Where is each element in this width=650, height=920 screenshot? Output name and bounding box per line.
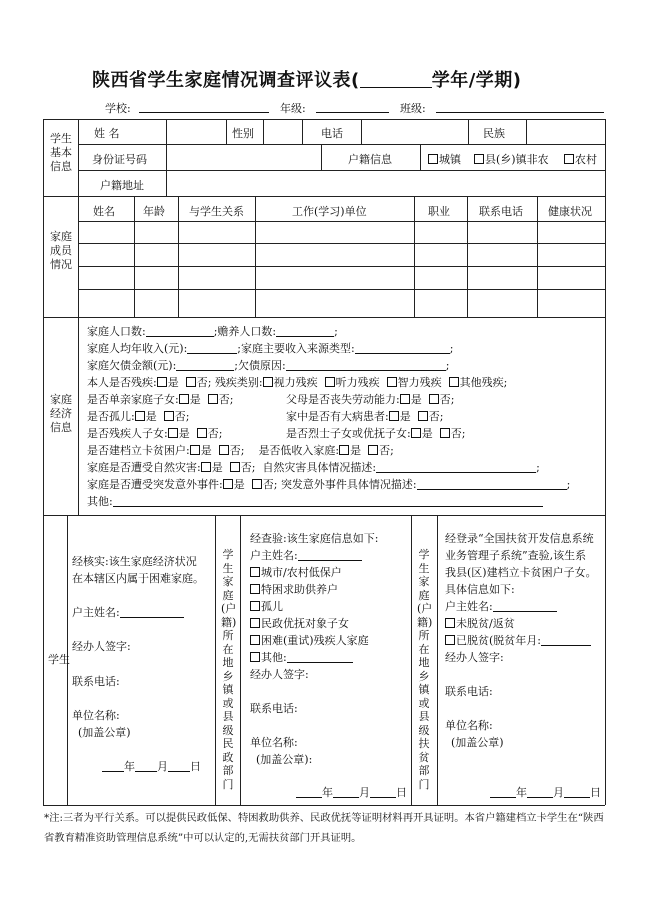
econ-line-10: 家庭是否遭受突发意外事件: 是 否; 突发意外事件具体情况描述: ; — [87, 478, 571, 491]
grid-line — [78, 170, 605, 171]
col2-opt5[interactable]: 困难(重试)残疾人家庭 — [250, 632, 369, 648]
grid-line — [226, 119, 227, 144]
grid-line — [468, 119, 469, 144]
econ-line-11: 其他: — [87, 493, 543, 509]
checkbox-icon — [445, 618, 455, 628]
checkbox-icon[interactable] — [474, 154, 484, 164]
verify-section-label: 学生 — [48, 653, 70, 666]
col2-opt1[interactable]: 城市/农村低保户 — [250, 564, 342, 580]
grid-line — [302, 119, 303, 144]
footnote: *注:三者为平行关系。可以提供民政低保、特困救助供养、民政优抚等证明材料再开具证明。本省户籍建档立卡学生在“陕西省教育精准资助管理信息系统”中可以认定的,无需扶贫部门开具证明。 — [44, 812, 604, 844]
col3-text3: 我县(区)建档立卡贫困户子女。 — [445, 566, 597, 579]
grid-line — [78, 289, 605, 290]
col3-authority-label: 学生家庭(户籍)所在地乡镇或县级扶贫部门 — [417, 548, 433, 791]
title-suffix: 学年/学期) — [431, 70, 522, 91]
grid-line — [526, 119, 527, 144]
grid-line — [437, 515, 438, 805]
checkbox-icon[interactable] — [564, 154, 574, 164]
border-left — [43, 119, 44, 805]
grid-line — [361, 119, 362, 144]
checkbox-icon — [250, 635, 260, 645]
econ-line-6b: 家中是否有大病患者: 是 否; — [286, 410, 444, 423]
col1-sign: 经办人签字: — [72, 640, 131, 653]
phone-label: 电话 — [321, 127, 343, 140]
basic-section-label: 学生基本信息 — [50, 132, 72, 173]
ethnicity-label: 民族 — [483, 127, 505, 140]
econ-line-6: 是否孤儿: 是 否; — [87, 410, 190, 423]
grid-line — [166, 119, 167, 196]
option-county[interactable]: 县(乡)镇非农 — [474, 151, 549, 167]
gender-label: 性别 — [232, 127, 254, 140]
col-name: 姓名 — [93, 205, 115, 218]
econ-line-9: 家庭是否遭受自然灾害: 是 否; 自然灾害具体情况描述: ; — [87, 461, 540, 474]
checkbox-icon — [250, 618, 260, 628]
checkbox-icon — [250, 584, 260, 594]
hukou-label: 户籍信息 — [348, 153, 392, 166]
col2-text1: 经查验:该生家庭信息如下: — [250, 532, 379, 545]
col1-seal: (加盖公章) — [78, 726, 131, 739]
col2-opt2[interactable]: 特困求助供养户 — [250, 581, 338, 597]
grid-line — [134, 196, 135, 317]
grid-line — [215, 515, 216, 805]
col1-text2: 在本辖区内属于困难家庭。 — [72, 572, 204, 585]
econ-line-7b: 是否烈士子女或优抚子女: 是 否; — [286, 427, 466, 440]
border-right — [605, 119, 606, 805]
col3-text2: 业务管理子系统”查验,该生系 — [445, 549, 587, 562]
col3-opt1[interactable]: 未脱贫/返贫 — [445, 615, 515, 631]
col3-date: 年 月 日 — [490, 784, 601, 800]
economy-section-label: 家庭经济信息 — [50, 393, 72, 434]
class-label: 班级: — [400, 102, 426, 115]
col3-sign: 经办人签字: — [445, 651, 504, 664]
grid-line — [78, 221, 605, 222]
col3-text1: 经登录“全国扶贫开发信息系统 — [445, 532, 594, 545]
col3-opt2[interactable]: 已脱贫(脱贫年月: — [445, 632, 591, 648]
grid-line — [414, 196, 415, 317]
page-title — [92, 66, 522, 92]
school-label: 学校: — [105, 102, 131, 115]
col3-seal: (加盖公章) — [451, 736, 504, 749]
econ-line-1: 家庭人口数: ;赡养人口数: ; — [87, 325, 338, 338]
grid-line — [263, 119, 264, 144]
col1-text1: 经核实:该生家庭经济状况 — [72, 555, 197, 568]
grid-line — [255, 196, 256, 317]
checkbox-icon — [250, 601, 260, 611]
grid-line — [420, 144, 421, 170]
col1-date: 年 月 日 — [102, 758, 201, 774]
col2-opt6[interactable]: 其他: — [250, 649, 353, 665]
econ-line-8: 是否建档立卡贫困户: 是 否; 是否低收入家庭: 是 否; — [87, 444, 394, 457]
section-line — [43, 515, 605, 516]
col2-sign: 经办人签字: — [250, 668, 309, 681]
border-bottom — [43, 805, 605, 806]
col-occupation: 职业 — [428, 205, 450, 218]
grid-line — [467, 196, 468, 317]
col2-date: 年 月 日 — [296, 784, 407, 800]
section-line — [43, 196, 605, 197]
checkbox-icon — [250, 652, 260, 662]
id-label: 身份证号码 — [92, 153, 147, 166]
col-health: 健康状况 — [548, 205, 592, 218]
col3-owner: 户主姓名: — [445, 598, 557, 614]
econ-line-7: 是否残疾人子女: 是 否; — [87, 427, 223, 440]
col2-opt3[interactable]: 孤儿 — [250, 598, 283, 614]
col3-text4: 具体信息如下: — [445, 583, 515, 596]
col2-phone: 联系电话: — [250, 702, 298, 715]
col-age: 年龄 — [143, 205, 165, 218]
option-rural[interactable]: 农村 — [564, 151, 597, 167]
checkbox-icon — [250, 567, 260, 577]
col-workplace: 工作(学习)单位 — [292, 205, 367, 218]
address-label: 户籍地址 — [100, 179, 144, 192]
col2-unit: 单位名称: — [250, 736, 298, 749]
econ-line-5b: 父母是否丧失劳动能力: 是 否; — [286, 393, 455, 406]
col2-seal: (加盖公章): — [256, 753, 313, 766]
col2-authority-label: 学生家庭(户籍)所在地乡镇或县级民政部门 — [221, 548, 237, 791]
col3-unit: 单位名称: — [445, 719, 493, 732]
grid-line — [321, 144, 322, 170]
grid-line — [78, 144, 605, 145]
col1-phone: 联系电话: — [72, 675, 120, 688]
class-field[interactable] — [436, 112, 604, 113]
title-main: 陕西省学生家庭情况调查评议表( — [92, 70, 360, 91]
col-relation: 与学生关系 — [189, 205, 244, 218]
border-top — [43, 119, 605, 120]
grid-line — [178, 196, 179, 317]
econ-line-5: 是否单亲家庭子女: 是 否; — [87, 393, 234, 406]
members-section-label: 家庭成员情况 — [50, 230, 72, 271]
grid-line — [411, 515, 412, 805]
school-field[interactable] — [139, 112, 269, 113]
grade-label: 年级: — [280, 102, 306, 115]
option-city[interactable]: 城镇 — [428, 151, 461, 167]
grid-line — [240, 515, 241, 805]
col1-unit: 单位名称: — [72, 709, 120, 722]
checkbox-icon — [445, 635, 455, 645]
grid-line — [78, 266, 605, 267]
col1-owner: 户主姓名: — [72, 604, 184, 620]
col2-owner: 户主姓名: — [250, 547, 362, 563]
col-contact: 联系电话 — [479, 205, 523, 218]
econ-line-2: 家庭人均年收入(元): ;家庭主要收入来源类型: ; — [87, 342, 454, 355]
checkbox-icon[interactable] — [428, 154, 438, 164]
name-label: 姓 名 — [94, 127, 120, 140]
econ-line-4: 本人是否残疾: 是 否; 残疾类别: 视力残疾 听力残疾 智力残疾 其他残疾; — [87, 376, 508, 389]
grid-line — [78, 243, 605, 244]
section-line — [43, 317, 605, 318]
grid-line — [537, 196, 538, 317]
grade-field[interactable] — [316, 112, 389, 113]
col3-phone: 联系电话: — [445, 685, 493, 698]
col2-opt4[interactable]: 民政优抚对象子女 — [250, 615, 349, 631]
econ-line-3: 家庭欠债金额(元): ;欠债原因: ; — [87, 359, 450, 372]
